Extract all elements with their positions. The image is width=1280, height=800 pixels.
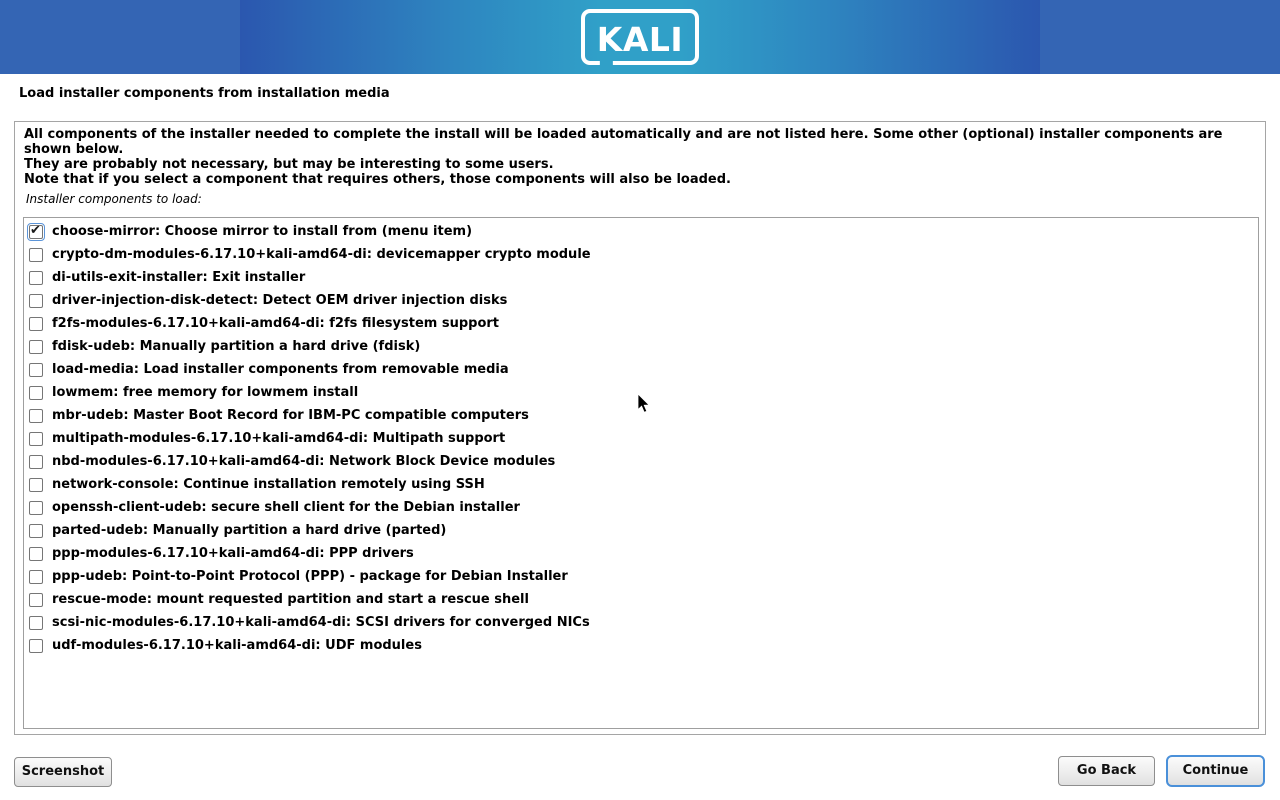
component-row — [24, 335, 1258, 358]
component-checkbox[interactable] — [29, 524, 43, 538]
component-label: ppp-modules-6.17.10+kali-amd64-di: PPP drivers — [52, 546, 414, 561]
component-checkbox[interactable] — [29, 593, 43, 607]
content-frame — [14, 121, 1266, 735]
component-row — [24, 266, 1258, 289]
component-checkbox[interactable] — [29, 478, 43, 492]
component-row — [24, 243, 1258, 266]
screenshot-button[interactable]: Screenshot — [14, 757, 112, 787]
intro-paragraph — [24, 127, 1258, 172]
component-row — [24, 473, 1258, 496]
component-list — [23, 217, 1259, 729]
component-label: choose-mirror: Choose mirror to install from (menu item) — [52, 224, 473, 239]
component-row — [24, 289, 1258, 312]
component-label: mbr-udeb: Master Boot Record for IBM-PC compatible computers — [52, 408, 529, 423]
component-checkbox[interactable] — [29, 432, 43, 446]
component-label: parted-udeb: Manually partition a hard drive (parted) — [52, 523, 447, 538]
component-label: f2fs-modules-6.17.10+kali-amd64-di: f2fs filesystem support — [52, 316, 499, 331]
component-row — [24, 519, 1258, 542]
page-title: Load installer components from installation media — [19, 86, 390, 101]
component-checkbox[interactable] — [29, 363, 43, 377]
component-row — [24, 427, 1258, 450]
component-checkbox[interactable] — [29, 225, 43, 239]
kali-logo-icon — [581, 9, 699, 65]
component-row — [24, 611, 1258, 634]
kali-logo-text: KALI — [596, 20, 684, 59]
component-row — [24, 542, 1258, 565]
component-row — [24, 588, 1258, 611]
note-paragraph: Note that if you select a component that requires others, those components will also be loaded. — [24, 172, 731, 187]
component-row — [24, 634, 1258, 657]
component-row — [24, 358, 1258, 381]
component-row — [24, 450, 1258, 473]
component-checkbox[interactable] — [29, 616, 43, 630]
component-label: di-utils-exit-installer: Exit installer — [52, 270, 306, 285]
installer-banner — [0, 0, 1280, 74]
component-label: fdisk-udeb: Manually partition a hard drive (fdisk) — [52, 339, 421, 354]
component-label: scsi-nic-modules-6.17.10+kali-amd64-di: SCSI drivers for converged NICs — [52, 615, 590, 630]
intro-line-2: They are probably not necessary, but may be interesting to some users. — [24, 157, 554, 172]
component-checkbox[interactable] — [29, 409, 43, 423]
component-checkbox[interactable] — [29, 501, 43, 515]
component-checkbox[interactable] — [29, 570, 43, 584]
component-checkbox[interactable] — [29, 340, 43, 354]
component-label: load-media: Load installer components from removable media — [52, 362, 509, 377]
component-row — [24, 312, 1258, 335]
mouse-cursor — [637, 393, 651, 414]
component-checkbox[interactable] — [29, 317, 43, 331]
component-label: udf-modules-6.17.10+kali-amd64-di: UDF modules — [52, 638, 422, 653]
go-back-button[interactable]: Go Back — [1058, 756, 1155, 786]
component-label: driver-injection-disk-detect: Detect OEM driver injection disks — [52, 293, 508, 308]
intro-line-1: All components of the installer needed to complete the install will be loaded automatically and are not listed here. Some other (optional) installer components are shown below. — [24, 127, 1223, 157]
component-checkbox[interactable] — [29, 547, 43, 561]
component-label: multipath-modules-6.17.10+kali-amd64-di: Multipath support — [52, 431, 506, 446]
component-checkbox[interactable] — [29, 248, 43, 262]
component-row — [24, 220, 1258, 243]
component-label: crypto-dm-modules-6.17.10+kali-amd64-di: devicemapper crypto module — [52, 247, 591, 262]
component-checkbox[interactable] — [29, 294, 43, 308]
component-checkbox[interactable] — [29, 639, 43, 653]
component-label: lowmem: free memory for lowmem install — [52, 385, 359, 400]
component-row — [24, 496, 1258, 519]
component-label: rescue-mode: mount requested partition and start a rescue shell — [52, 592, 529, 607]
component-row — [24, 565, 1258, 588]
component-checkbox[interactable] — [29, 455, 43, 469]
component-checkbox[interactable] — [29, 271, 43, 285]
component-label: ppp-udeb: Point-to-Point Protocol (PPP) - package for Debian Installer — [52, 569, 568, 584]
component-label: network-console: Continue installation remotely using SSH — [52, 477, 485, 492]
component-label: nbd-modules-6.17.10+kali-amd64-di: Network Block Device modules — [52, 454, 556, 469]
list-label: Installer components to load: — [26, 192, 202, 206]
continue-button[interactable]: Continue — [1166, 755, 1265, 787]
component-label: openssh-client-udeb: secure shell client for the Debian installer — [52, 500, 520, 515]
component-checkbox[interactable] — [29, 386, 43, 400]
